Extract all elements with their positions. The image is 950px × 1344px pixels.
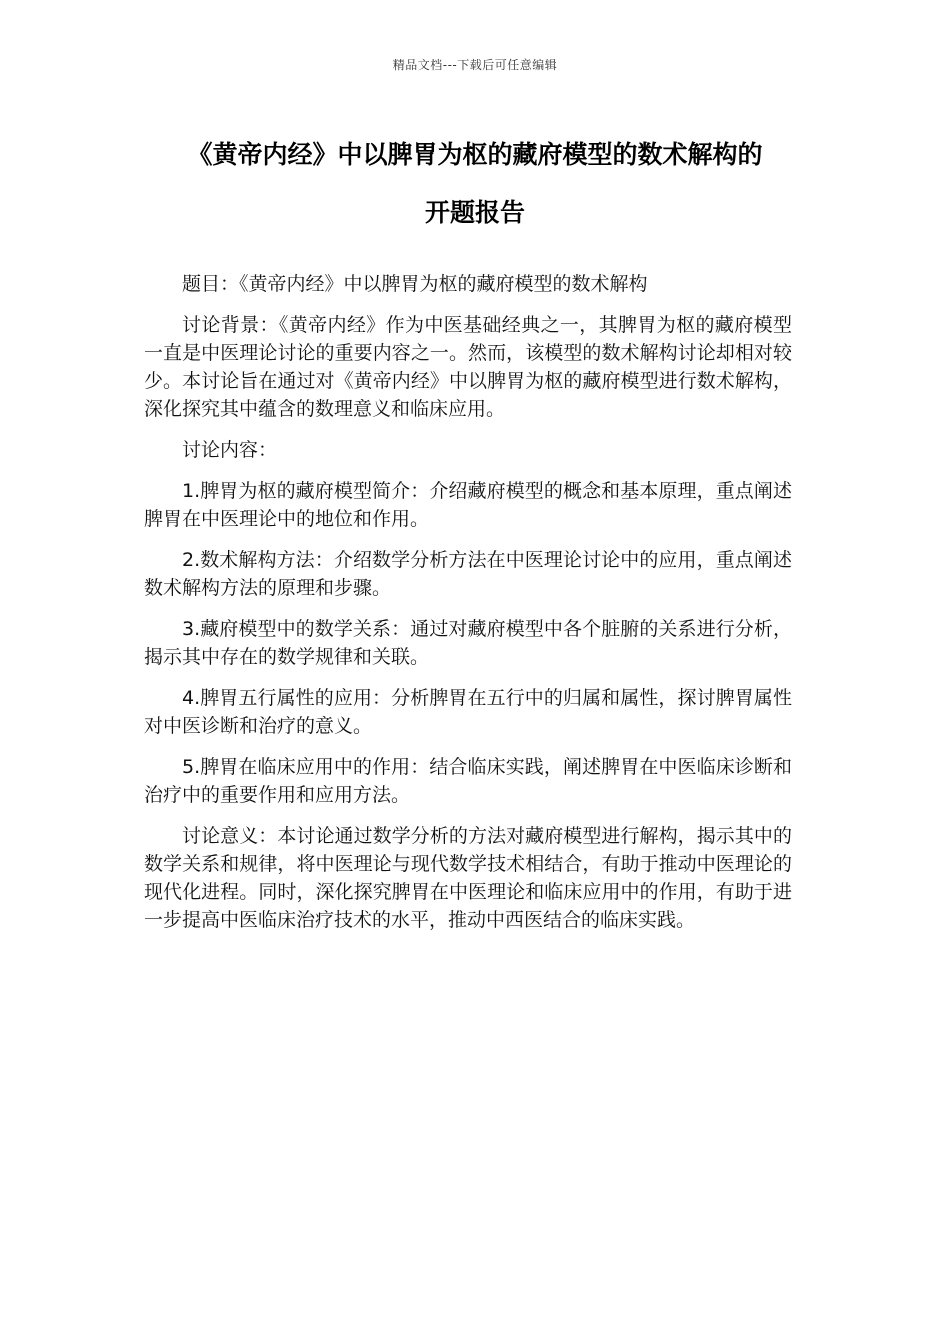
content-item-3: 3.藏府模型中的数学关系：通过对藏府模型中各个脏腑的关系进行分析，揭示其中存在的数学规律和关联。 [144, 618, 792, 668]
topic-paragraph: 题目：《黄帝内经》中以脾胃为枢的藏府模型的数术解构 [182, 273, 648, 295]
title-line-1: 《黄帝内经》中以脾胃为枢的藏府模型的数术解构的 [187, 140, 763, 169]
significance-paragraph: 讨论意义：本讨论通过数学分析的方法对藏府模型进行解构，揭示其中的数学关系和规律，将中医理论与现代数学技术相结合，有助于推动中医理论的现代化进程。同时，深化探究脾胃在中医理论和临床应用中的作用，有助于进一步提高中医临床治疗技术的水平，推动中西医结合的临床实践。 [144, 825, 792, 931]
content-heading: 讨论内容： [182, 439, 278, 461]
document-body [144, 270, 792, 947]
title-line-2: 开题报告 [424, 198, 525, 227]
document-title [140, 126, 810, 242]
background-paragraph: 讨论背景：《黄帝内经》作为中医基础经典之一，其脾胃为枢的藏府模型一直是中医理论讨论的重要内容之一。然而，该模型的数术解构讨论却相对较少。本讨论旨在通过对《黄帝内经》中以脾胃为枢的藏府模型进行数术解构，深化探究其中蕴含的数理意义和临床应用。 [144, 314, 792, 420]
content-item-4: 4.脾胃五行属性的应用：分析脾胃在五行中的归属和属性，探讨脾胃属性对中医诊断和治疗的意义。 [144, 687, 792, 737]
content-item-1: 1.脾胃为枢的藏府模型简介：介绍藏府模型的概念和基本原理，重点阐述脾胃在中医理论中的地位和作用。 [144, 480, 792, 530]
content-item-5: 5.脾胃在临床应用中的作用：结合临床实践，阐述脾胃在中医临床诊断和治疗中的重要作用和应用方法。 [144, 756, 792, 806]
header-note: 精品文档---下载后可任意编辑 [392, 58, 558, 72]
content-item-2: 2.数术解构方法：介绍数学分析方法在中医理论讨论中的应用，重点阐述数术解构方法的原理和步骤。 [144, 549, 792, 599]
